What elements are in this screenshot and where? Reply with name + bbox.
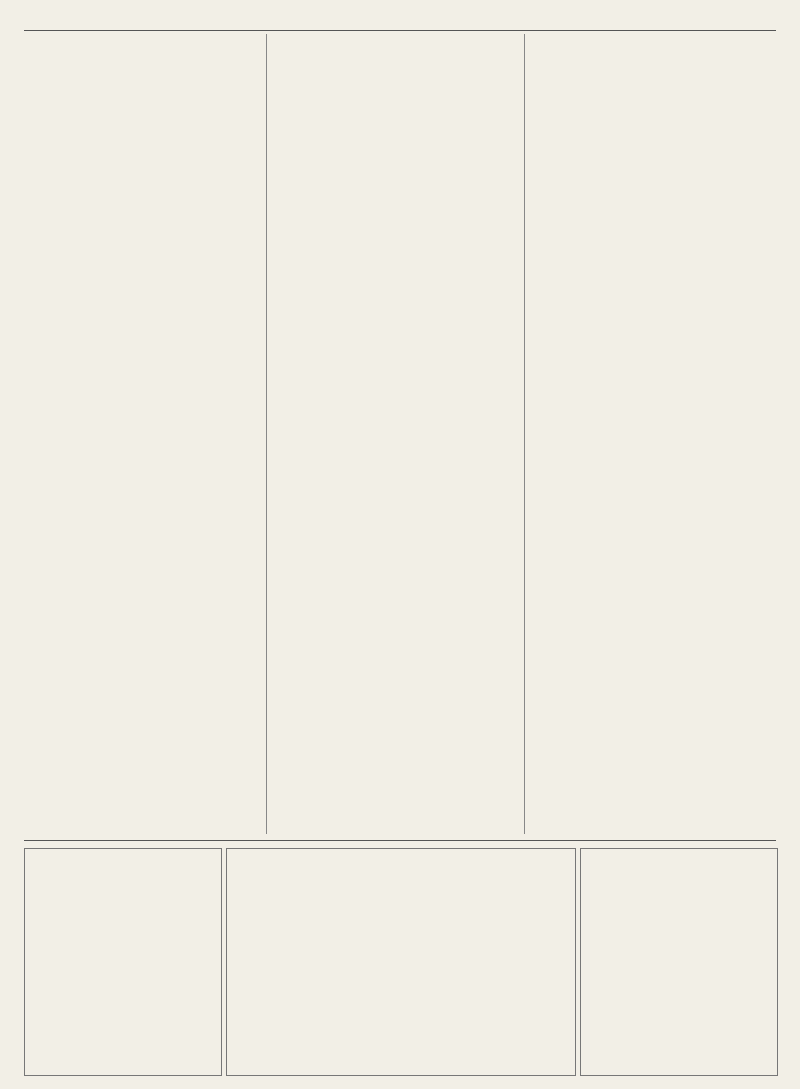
advertisement — [24, 848, 222, 1076]
ads-rule — [24, 840, 776, 841]
column-left — [24, 34, 260, 834]
advertisements-block — [24, 848, 776, 1078]
advertisement — [226, 848, 576, 1076]
column-divider — [266, 34, 267, 834]
top-rule — [24, 30, 776, 31]
advertisement — [580, 848, 778, 1076]
column-middle — [282, 34, 518, 834]
column-divider — [524, 34, 525, 834]
column-right — [540, 34, 776, 834]
